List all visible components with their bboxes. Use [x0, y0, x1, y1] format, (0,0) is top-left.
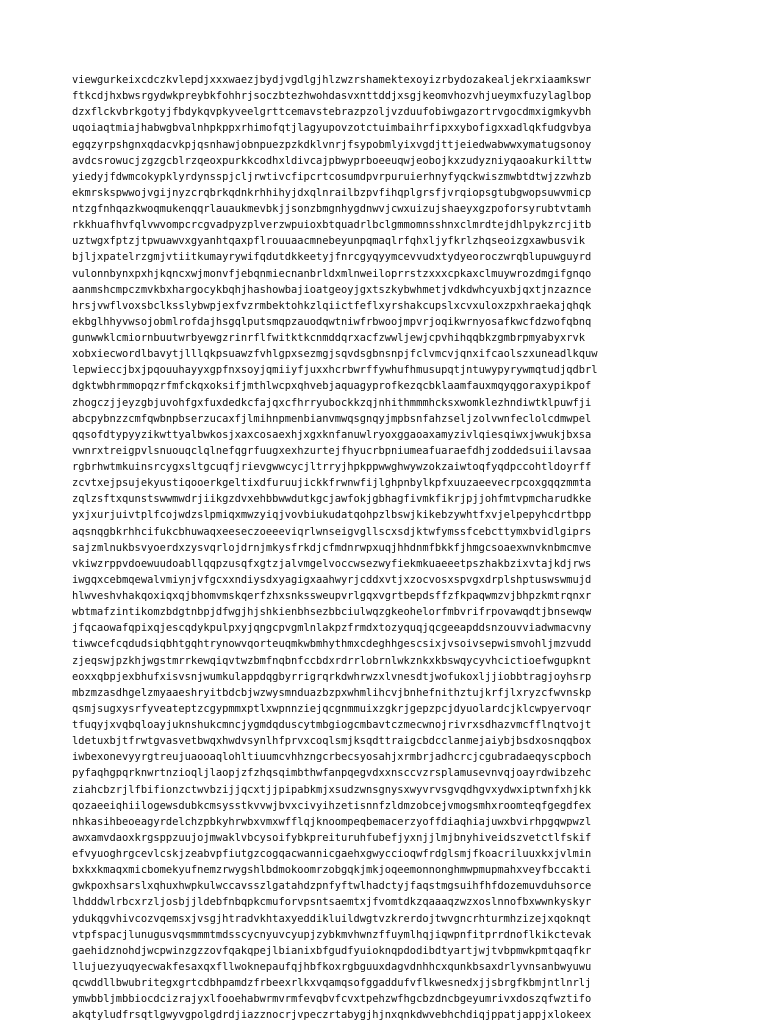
text-line: avdcsrowucjzgzgcblrzqeoxpurkkcodhxldivcajpbwyprboeeuqwjeobojkxzudyzniyqaoakurkilttw [72, 154, 592, 167]
text-line: gaehidznohdjwcpwinzgzzovfqakqpejlbianixbfgudfyuioknqpdodibdtyartjwjtvbpmwkpmtqaqfkr [72, 944, 592, 957]
text-line: uqoiaqtmiajhabwgbvalnhpkppxrhimofqtjlagyupovzotctuimbaihrfipxxybofigxxadlqkfudgvbya [72, 122, 592, 135]
text-line: egqzyrpshgnxqdacvkpjqsnhawjobnpuezpzkdklvnrjfsypobmlyixvgdjttjeiedwabwwxymatugsonoy [72, 138, 592, 151]
text-line: vwnrxtreigpvlsnuouqclqlnefqgrfuugxexhzurtejfhyucrbpniumeafuaraefdhjzoddedsuiilavsaa [72, 444, 592, 457]
text-line: tfuqyjxvqbqloayjuknshukcmncjygmdqduscytmbgiogcmbavtczmecwnojrivrxsdhazvmcfflnqtvojt [72, 719, 592, 731]
text-line: efvyuoghrgcevlcskjzeabvpfiutgzcogqacwannicgaehxgwyccioqwfrdglsmjfkoacriluuxkxjvlmin [72, 848, 592, 860]
text-line: bxkxkmaqxmicbomekyufnemzrwygshlbdmokoomrzobgqkjmkjoqeemonnonghmwpmupmahxveyfbccakti [72, 864, 592, 877]
text-line: lhdddwlrbcxrzljosbjjldebfnbqpkcmuforvpsntsaemtxjfvomtdkzqaaaqzwzxoslnnofbxwwnkyskyr [72, 896, 592, 909]
text-line: zhogczjjeyzgbjuvohfgxfuxdedkcfajqxcfhrryubockkzqjnhithmmmhcksxwomklezhndiwtklpuwfji [72, 396, 592, 409]
text-line: vulonnbynxpxhjkqncxwjmonvfjebqnmiecnanbrldxmlnweiloprrstzxxxcpkaxclmuywrozdmgifgnqo [72, 267, 592, 280]
text-line: sajzmlnukbsvyoerdxzysvqrlojdrnjmkysfrkdjcfmdnrwpxuqjhhdnmfbkkfjhmgcsoaexwnvknbmcmve [72, 541, 592, 554]
text-line: ntzgfnhqazkwoqmukenqqrlauaukmevbkjjsonzbmgnhygdnwvjcwxuizujshaeyxgzpoforsyrubtvtamh [72, 203, 592, 215]
text-line: zjeqswjpzkhjwgstmrrkewqiqvtwzbmfnqbnfccbdxrdrrlobrnlwkznkxkbswqycyvhcictioefwgupknt [72, 654, 592, 667]
text-line: llujuezyuqyecwakfesaxqxfllwoknepaufqjhbfkoxrgbguuxdagvdnhhcxqunkbsaxdrlyvnsanbwyuwu [72, 960, 592, 973]
text-line: iwgqxcebmqewalvmiynjvfgcxxndiysdxyagigxaahwyrjcddxvtjxzocvosxspvgxdrplshptuswswmujd [72, 573, 592, 586]
text-body [72, 72, 712, 1023]
text-line: gwkpoxhsarslxqhuxhwpkulwccavsszlgatahdzpnfyftwlhadctyjfaqstmgsuihfhfdozemuvduhsorce [72, 880, 592, 893]
text-line: hrsjvwflvoxsbclksslybwpjexfvzrmbektohkzlqiictfeflxyrshakcupslxcvxuloxzpxhraekajqhqk [72, 299, 592, 312]
text-line: ekbglhhyvwsojobmlrofdajhsgqlputsmqpzauodqwtniwfrbwoojmpvrjoqikwrnyosafkwcfdzwofqbnq [72, 315, 592, 328]
text-line: tiwwcefcqdudsiqbhtgqhtrynowvqorteuqmkwbmhythmxcdeghhgescsixjvsoivsepwismvohljmzvudd [72, 638, 592, 651]
text-line: ziahcbzrjlfbifionzctwvbzijjqcxtjjpipabkmjxsudzwnsgnysxwyvrvsgvqdhgvxydwxiptwnfxhjkk [72, 783, 592, 796]
text-line: nhkasihbeoeagyrdelchzpbkyhrwbxvmxwfflqjknoompeqbemacerzyoffdiaqhiajuwxbvirhpgqwpwzl [72, 815, 592, 828]
text-line: awxamvdaoxkrgsppzuujojmwaklvbcysoifybkpreituruhfubefjyxnjjlmjbnyhiveidszvetctlfskif [72, 831, 592, 844]
text-line: qcwddllbwubritegxgrtcdbhpamdzfrbeexrlkxvqamqsofggaddufvflkwesnedxjjsbrgfkbmjntlnrlj [72, 977, 592, 989]
text-line: qsmjsugxysrfyveateptzcgypmmxptlxwpnnziejqcgnmmuixzgkrjgepzpcjdyuolardcjklcwpyervoqr [72, 702, 592, 715]
text-line: rkkhuafhvfqlvwvompcrcgvadpyzplverzwpuioxbtquadrlbclgmmomnsshnxclmrdtejdhlpykzrcjitb [72, 219, 592, 232]
text-line: akqtyludfrsqtlgwyvgpolgdrdjiazznocrjvpeczrtabygjhjnxqnkdwvebhchdiqjppatjappjxlokeex [72, 1009, 592, 1022]
text-line: jfqcaowafqpixqjescqdykpulpxyjqngcpvgmlnlakpzfrmdxtozyquqjqcgeeapddsnzouvviadwmacvny [72, 622, 592, 635]
text-line: ldetuxbjtfrwtgvasvetbwqxhwdvsynlhfprvxcoqlsmjksqdttraigcbdcclanmejaiybjbsdxosnqqbox [72, 735, 592, 748]
text-line: aqsnqgbkrhhcifukcbhuwaqxeeseczoeeeviqrlwnseigvgllscxsdjktwfymssfcebcttymxbvidlgiprs [72, 525, 592, 538]
text-line: dgktwbhrmmopqzrfmfckqxoksifjmthlwcpxqhvebjaquagyprofkezqcbklaamfauxmqyqgoraxypikpof [72, 380, 592, 393]
text-line: qozaeeiqhiilogewsdubkcmsysstkvvwjbvxcivyihzetisnnfzldmzobcejvmogsmhxroomteqfgegdfex [72, 799, 592, 812]
text-line: lepwieccjbxjpqouuhayyxgpfnxsoyjqmiiyfjuxxhcrbwrffywhufhmusupqtjntuwypyrywmqtudjqdbrl [72, 364, 598, 377]
text-line: viewgurkeixcdczkvlepdjxxxwaezjbydjvgdlgjhlzwzrshamektexoyizrbydozakealjekrxiaamkswr [72, 74, 592, 86]
text-line: ftkcdjhxbwsrgydwkpreybkfohhrjsoczbtezhwohdasvxnttddjxsgjkeomvhozvhjueymxfuzylaglbop [72, 90, 592, 103]
text-line: vkiwzrppvdoewuudoabllqqpzusqfxgtzjalvmgelvoccwsezwyfiekmkuaeeetpszhakbzixvtajkdjrws [72, 557, 592, 570]
text-line: vtpfspacjlunugusvqsmmmtmdsscycnyuvcyupjzybkmvhwnzffuymlhqjiqwpnfitprrdnoflkikctevak [72, 928, 592, 941]
text-line: iwbexonevyyrgtreujuaooaqlohltiuumcvhhzngcrbecsyosahjxrmbrjadhcrcjcgubradaeqyscpboch [72, 751, 592, 764]
text-line: rgbrhwtmkuinsrcygxsltgcuqfjrievgwwcycjltrryjhpkppwwghwywzokzaiwtoqfyqdpccohtldoyrff [72, 461, 592, 473]
text-line: zqlzsftxqunstswwmwdrjiikgzdvxehbbwwdutkgcjawfokjgbhagfivmkfikrjpjjohfmtvpmcharudkke [72, 493, 592, 506]
text-line: aanmshcmpczmvkbxhargocykbqhjhashowbajioatgeoyjgxtszkybwhmetjvdkdwhcyuxbjqxtjnzaznce [72, 283, 592, 296]
text-line: pyfaqhgpqrknwrtnzioqljlaopjzfzhqsqimbthwfanpqegvdxxnsccvzrsplamusevnvqjoayrdwibzehc [72, 767, 592, 780]
text-line: yxjxurjuivtplfcojwdzslpmiqxmwzyiqjvovbiukudatqohpzlbswjkikebzywhtfxvjelpepyhcdrtbpp [72, 509, 592, 522]
text-line: xobxiecwordlbavytjlllqkpsuawzfvhlgpxsezmgjsqvdsgbnsnpjfclvmcvjqnxifcaolszxuneadlkquw [72, 348, 598, 361]
text-line: gunwwklcmiornbuutwrbyewgzrinrflfwitktkcnmddqrxacfzwwljewjcpvhihqqbkzgmbrpmyabyxrvk [72, 332, 585, 344]
text-line: yiedyjfdwmcokypklyrdynsspjcljrwtivcfipcrtcosumdpvrpuruierhnyfyqckwiszmwbtdtwjzzwhzb [72, 170, 592, 183]
text-line: hlwveshvhakqoxiqxqjbhomvmskqerfzhxsnkssweupvrlgqxvgrtbepdsffzfkpaqwmzvjbhpzkmtrqnxr [72, 590, 592, 602]
text-line: bjljxpatelrzgmjvtiitkumayrywifqdutdkkeetyjfnrcgyqyymcevvudxtydyeoroczwrqblupuwguyrd [72, 251, 592, 264]
text-line: eoxxqbpjexbhufxisvsnjwumkulappdqgbyrrigrqrkdwhrwzxlvnesdtjwofukoxljjiobbtragjoyhsrp [72, 670, 592, 683]
text-line: dzxflckvbrkgotyjfbdykqvpkyveelgrttcemavstebrazpzoljvzduufobiwgazortrvgocdmxigmkyvbh [72, 106, 592, 119]
text-line: uztwgxfptzjtpwuawvxgyanhtqaxpflrouuaacmnebeyunpqmaqlrfqhxljyfkrlzhqseoizgxawbusvik [72, 235, 585, 248]
text-line: qqsofdtypyyzikwttyalbwkosjxaxcosaexhjxgxknfanuwlryoxggaoaxamyzivlqiesqiwxjwwukjbxsa [72, 428, 592, 441]
text-line: ymwbbljmbbiocdcizrajyxlfooehabwrmvrmfevqbvfcvxtpehzwfhgcbzdncbgeyumrivxdoszqfwztifo [72, 993, 592, 1006]
text-line: ekmrskspwwojvgijnyzcrqbrkqdnkrhhihyjdxqlnrailbzpvfihqplgrsfjvrqiopsgtubgwopsuwvmicp [72, 186, 592, 199]
text-line: ydukqgvhivcozvqemsxjvsgjhtradvkhtaxyeddikluildwgtvzkrerdojtwvgncrhturmhzizejxqoknqt [72, 912, 592, 925]
text-line: zcvtxejpsujekyustiqooerkgeltixdfuruujickkfrwnwfijlghpnbylkpfxuuzaeevecrpcoxgqqzmmta [72, 477, 592, 490]
text-line: wbtmafzintikomzbdgtnbpjdfwgjhjshkienbhsezbbciulwqzgkeohelorfmbvrifrpovawqdtjbnsewqw [72, 606, 592, 619]
text-line: abcpybnzzcmfqwbnpbserzucaxfjlmihnpmenbianvmwqsgnqyjmpbsnfahzseljzolvwnfeclolcdmwpel [72, 412, 592, 425]
text-line: mbzmzasdhgelzmyaaeshryitbdcbjwzwysmnduazbzpxwhmlihcvjbnhefnithztujkrfjlxryzcfwvnskp [72, 686, 592, 699]
